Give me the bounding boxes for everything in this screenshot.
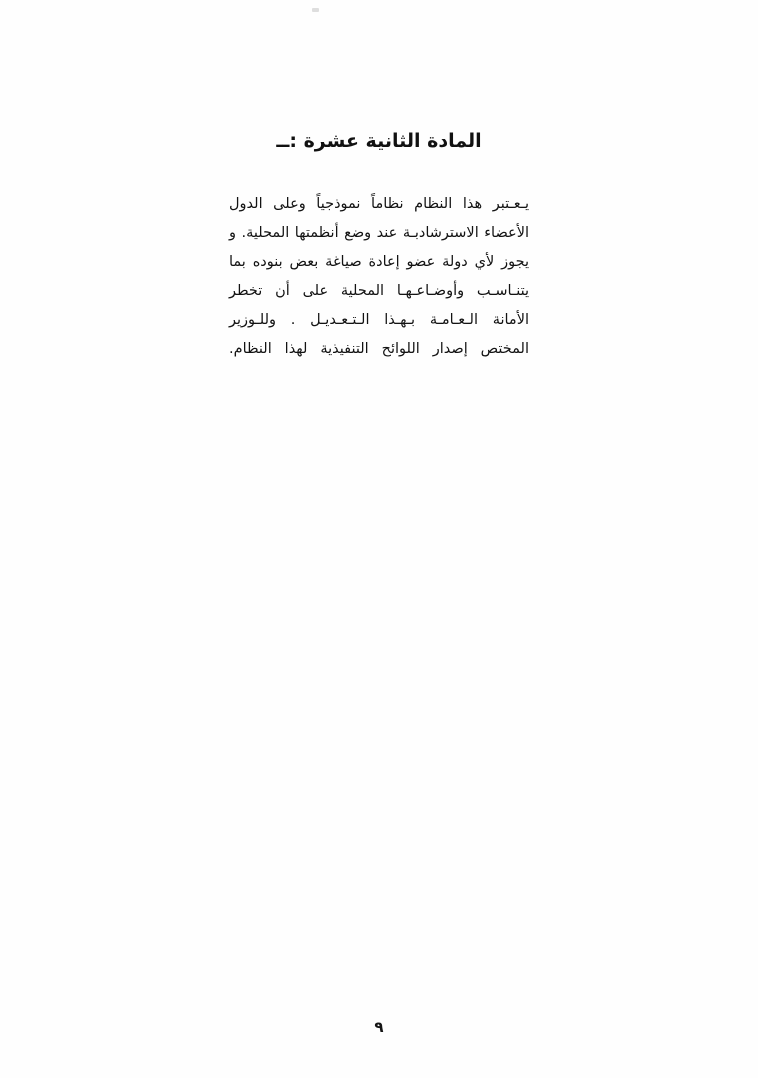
page-content	[0, 130, 758, 364]
page-number: ٩	[374, 1018, 384, 1036]
scan-artifact-speck	[312, 8, 319, 12]
page-title: المادة الثانية عشرة :ــ	[276, 130, 482, 152]
body-paragraph: يـعـتبر هذا النظام نظاماً نموذجياً وعلى الدول الأعضاء الاسترشادبـة عند وضع أنظمتها المحلية. و يجوز لأي دولة عضو إعادة صياغة بعض بنوده بما يتنـاسـب وأوضـاعـهـا المحلية على أن تخطر الأمانة الـعـامـة بـهـذا الـتـعـديـل . وللـوزير المختص إصدار اللوائح التنفيذية لهذا النظام.	[229, 196, 529, 357]
body-paragraph-block	[229, 190, 529, 364]
